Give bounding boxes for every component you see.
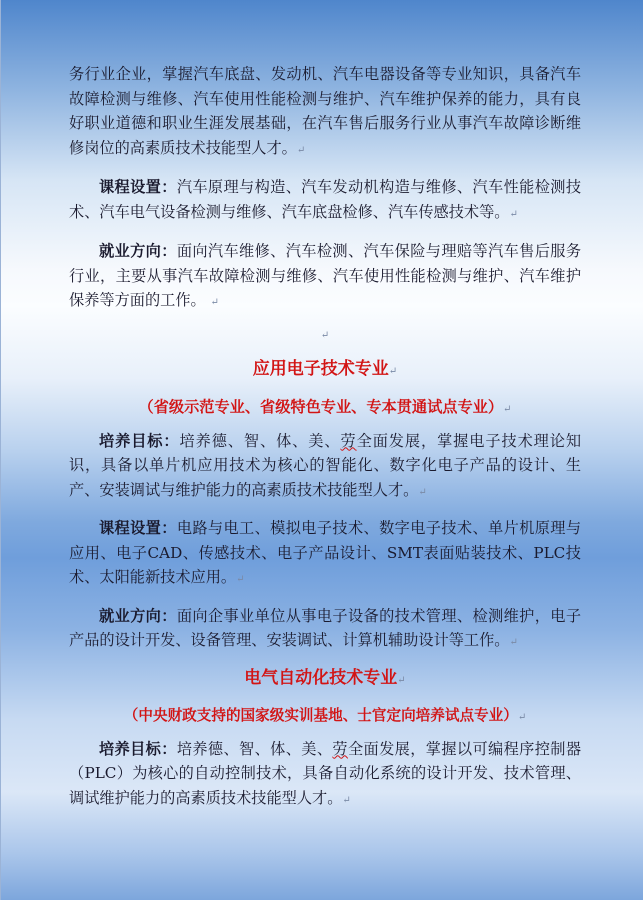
spellcheck-underlined-word: 劳: [332, 739, 348, 758]
electronics-goal-text-a: 培养德、智、体、美、: [179, 431, 341, 450]
auto-courses-paragraph: [69, 175, 581, 227]
paragraph-mark: ↵: [320, 329, 330, 341]
automation-goal-paragraph: [69, 737, 581, 814]
paragraph-mark: ↵: [418, 486, 427, 498]
auto-courses-text: 汽车原理与构造、汽车发动机构造与维修、汽车性能检测技术、汽车电气设备检测与维修、汽车底盘检修、汽车传感技术等。: [69, 178, 582, 221]
paragraph-mark: ↵: [509, 208, 518, 220]
paragraph-mark: ↵: [210, 297, 219, 308]
electronics-courses-text: 电路与电工、模拟电子技术、数字电子技术、单片机原理与应用、电子CAD、传感技术、电子产品设计、SMT表面贴装技术、PLC技术、太阳能新技术应用。: [69, 519, 582, 586]
intro-text: 务行业企业，掌握汽车底盘、发动机、汽车电器设备等专业知识，具备汽车故障检测与维修、汽车使用性能检测与维护、汽车维护保养的能力，具有良好职业道德和职业生涯发展基础，在汽车售后服务行业从事汽车故障诊断维修岗位的高素质技术技能型人才。: [69, 65, 581, 157]
auto-jobs-paragraph: [69, 239, 581, 316]
electronics-jobs-text: 面向企事业单位从事电子设备的技术管理、检测维护，电子产品的设计开发、设备管理、安装调试、计算机辅助设计等工作。: [69, 606, 582, 649]
paragraph-mark: ↵: [503, 403, 512, 415]
paragraph-mark: ↵: [388, 365, 398, 377]
empty-paragraph: [69, 324, 581, 345]
automation-goal-text-a: 培养德、智、体、美、: [176, 739, 333, 758]
electronics-subtitle: [69, 394, 581, 423]
automation-subtitle-text: （中央财政支持的国家级实训基地、士官定向培养试点专业）: [123, 706, 518, 724]
automation-goal-label: 培养目标：: [99, 739, 177, 758]
intro-paragraph: [69, 62, 581, 163]
automation-title-text: 电气自动化技术专业: [244, 667, 398, 688]
electronics-courses-paragraph: [69, 516, 581, 593]
paragraph-mark: ↵: [397, 674, 406, 686]
electronics-goal-text-b: 全面发展，掌握电子技术理论知识，具备以单片机应用技术为核心的智能化、数字化电子产品的设计、生产、安装调试与维护能力的高素质技术技能型人才。: [69, 431, 582, 499]
electronics-jobs-label: 就业方向：: [99, 606, 177, 625]
automation-title: [69, 664, 581, 695]
paragraph-mark: ↵: [342, 794, 351, 806]
electronics-title-text: 应用电子技术专业: [252, 358, 389, 379]
automation-subtitle: [69, 703, 581, 731]
auto-courses-label: 课程设置：: [99, 178, 177, 196]
auto-jobs-text: 面向汽车维修、汽车检测、汽车保险与理赔等汽车售后服务行业，主要从事汽车故障检测与维修、汽车使用性能检测与维护、汽车维护保养等方面的工作。: [69, 242, 582, 309]
paragraph-mark: ↵: [517, 711, 527, 723]
electronics-goal-label: 培养目标：: [99, 431, 180, 450]
electronics-title: [69, 355, 581, 386]
electronics-jobs-paragraph: [69, 604, 581, 656]
paragraph-mark: ↵: [509, 637, 518, 648]
paragraph-mark: ↵: [236, 574, 245, 585]
paragraph-mark: ↵: [296, 144, 306, 156]
document-content: [69, 62, 581, 813]
electronics-goal-paragraph: [69, 429, 581, 506]
auto-jobs-label: 就业方向：: [99, 242, 177, 260]
spellcheck-underlined-word: 劳: [340, 431, 357, 450]
electronics-courses-label: 课程设置：: [99, 519, 177, 537]
automation-goal-text-b: 全面发展，掌握以可编程序控制器（PLC）为核心的自动控制技术，具备自动化系统的设计开发、技术管理、调试维护能力的高素质技术技能型人才。: [69, 739, 582, 807]
electronics-subtitle-text: （省级示范专业、省级特色专业、专本贯通试点专业）: [138, 397, 504, 416]
